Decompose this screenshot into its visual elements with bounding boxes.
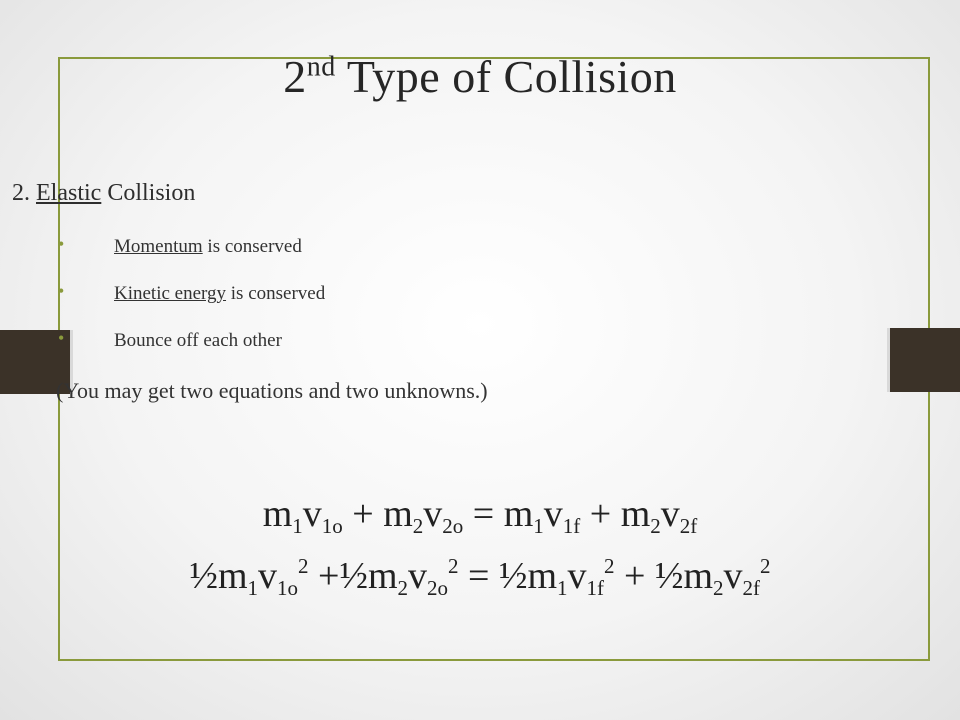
heading-number: 2. xyxy=(12,180,36,206)
bullet-rest: is conserved xyxy=(226,283,326,304)
energy-equation: $\frac{1}{2}m_1v_{1o}^2$ $+\frac{1}{2}m_2v_{2o}^2$ = $\frac{1}{2}m_1v_{1f}^2$ + $\frac{1}{2}m_2v_{2f}^2$ xyxy=(189,554,771,600)
slide-title xyxy=(0,50,960,103)
title-text: Type of Collision xyxy=(335,51,677,102)
title-number: 2 xyxy=(283,51,307,102)
bullet-rest: is conserved xyxy=(202,236,302,257)
bullet-text xyxy=(114,330,282,352)
bullet-dot-icon: • xyxy=(58,234,65,254)
heading-elastic: Elastic xyxy=(36,180,102,206)
bullet-text xyxy=(114,236,302,258)
heading-rest: Collision xyxy=(101,180,196,206)
bullet-text xyxy=(114,283,325,305)
note-text: (You may get two equations and two unknowns.) xyxy=(56,378,488,403)
bullet-underlined: Momentum xyxy=(114,236,203,257)
right-decor-tab xyxy=(887,328,960,392)
title-superscript: nd xyxy=(306,51,336,83)
bullet-rest: Bounce off each other xyxy=(114,330,282,351)
bullet-underlined: Kinetic energy xyxy=(114,283,227,304)
bullet-dot-icon: • xyxy=(58,281,65,301)
collision-heading xyxy=(12,180,195,207)
momentum-equation: $m_1v_{1o} + m_2v_{2o} = m_1v_{1f} + m_2v_{2f}$ xyxy=(262,493,698,538)
bullet-dot-icon: • xyxy=(58,328,65,348)
